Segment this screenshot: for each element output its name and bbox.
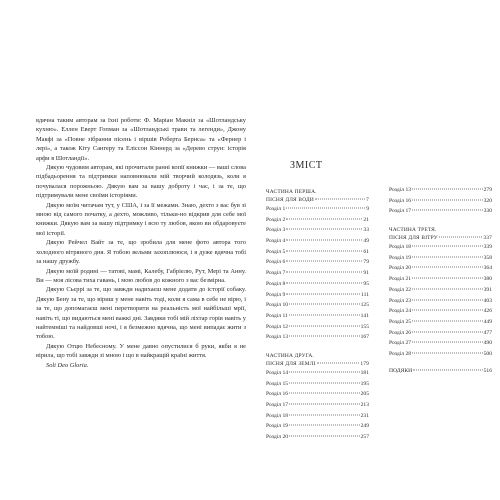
toc-entry[interactable]: [266, 421, 369, 432]
part-title: ЧАСТИНА ТРЕТЯ.: [389, 227, 437, 234]
leader-dots: [412, 246, 483, 247]
leader-dots: [439, 237, 483, 238]
leader-dots: [412, 256, 483, 257]
entry-label: Розділ 20: [389, 265, 412, 272]
toc-entry[interactable]: [266, 247, 369, 258]
toc-entry[interactable]: [389, 328, 492, 339]
entry-label: Розділ 28: [389, 350, 412, 357]
toc-entry[interactable]: [389, 296, 492, 307]
page-number: 79: [363, 259, 369, 266]
leader-dots: [289, 414, 360, 415]
page-number: 516: [483, 367, 492, 374]
page-number: 61: [363, 248, 369, 255]
paragraph: Дякую Сьєррі за те, що завжди надихаєш мене додати до історії собаку. Дякую Бену за те, що віриш у мене навіть тоді, коли я сама в себе не вірю, і за те, що допомагаєш мені перетворити на реальність мої найбільші мрії, навіть ті, що видаються мені важкі дні. Завдяки тобі мій ліхтар горів навіть у найтемніші та найдовші ночі, і я безмежно вдячна, що мені випадає жити з тобою.: [36, 286, 246, 341]
signature: Soli Deo Gloria.: [46, 361, 89, 369]
page-number: 125: [360, 302, 369, 309]
entry-label: Розділ 9: [266, 291, 286, 298]
entry-label: Розділ 3: [266, 227, 286, 234]
leader-dots: [412, 299, 483, 300]
entry-label: Розділ 26: [389, 329, 412, 336]
leader-dots: [317, 362, 360, 363]
leader-dots: [289, 336, 360, 337]
entry-label: Розділ 17: [266, 402, 289, 408]
acknowledgements-text: [36, 116, 246, 370]
page-number: 337: [483, 235, 492, 242]
leader-dots: [412, 352, 483, 353]
entry-label: Розділ 16: [266, 391, 289, 398]
leader-dots: [412, 267, 483, 268]
page-number: 477: [483, 329, 492, 336]
page-number: 179: [360, 360, 369, 367]
toc-entry[interactable]: [266, 389, 369, 400]
toc-entry-thanks[interactable]: [389, 366, 492, 377]
page-number: 279: [483, 187, 492, 193]
leader-dots: [286, 240, 362, 241]
part-title: ЧАСТИНА ДРУГА.: [266, 352, 314, 359]
entry-label: Розділ 25: [389, 318, 412, 325]
toc-entry[interactable]: [389, 185, 492, 196]
entry-label: Розділ 8: [266, 280, 286, 287]
paragraph: Дякую моїй родині — татові, мамі, Калебу, Габріелю, Рут, Мері та Анну. Ви — моя лісова тиха гавань, і мою любов до кожного з вас безмірна.: [36, 267, 246, 284]
entry-label: Розділ 19: [266, 423, 289, 430]
entry-label: Розділ 24: [389, 308, 412, 315]
page-number: 95: [363, 280, 369, 287]
entry-label: Розділ 21: [389, 276, 412, 283]
toc-entry[interactable]: [266, 290, 369, 301]
part-subtitle: ПІСНЯ ДЛЯ ЗЕМЛІ: [266, 360, 316, 367]
page-number: 339: [483, 244, 492, 251]
toc-entry[interactable]: [266, 225, 369, 236]
toc-part-3[interactable]: [389, 226, 492, 242]
entry-label: Розділ 20: [266, 434, 289, 441]
toc-entry[interactable]: [389, 263, 492, 274]
toc-entry[interactable]: [389, 285, 492, 296]
page-number: 330: [483, 208, 492, 215]
entry-label: Розділ 23: [389, 297, 412, 304]
entry-label: Розділ 11: [266, 312, 288, 319]
toc-entry[interactable]: [389, 196, 492, 207]
entry-label: Розділ 14: [266, 369, 289, 376]
entry-label: Розділ 1: [266, 206, 286, 212]
page-number: 49: [363, 238, 369, 245]
page-number: 7: [366, 197, 369, 203]
toc-entry[interactable]: [389, 253, 492, 264]
page-number: 195: [360, 380, 369, 387]
page-number: 9: [366, 206, 369, 212]
entry-label: Розділ 18: [266, 412, 289, 419]
page-number: 500: [483, 350, 492, 357]
leader-dots: [289, 393, 360, 394]
paragraph: вдячна таким авторам за їхні роботи: Ф. Маріан Макніл за «Шотландську кухню». Еллен Еверт Гопман за «Шотландські трави та легенди», Джону Макфі за «Повне зібрання пісень і віршів Роберта Бернса» та «Фернер і лері», а також Кіту Сангеру та Еліссон Кіннерд за «Дерево струн: історія арфи в Шотландії».: [36, 117, 246, 162]
page-number: 403: [483, 297, 492, 304]
leader-dots: [286, 261, 362, 262]
toc-entry[interactable]: [389, 306, 492, 317]
page-number: 155: [360, 323, 369, 330]
leader-dots: [286, 250, 362, 251]
toc-part-2[interactable]: [266, 352, 369, 368]
toc-entry[interactable]: [389, 317, 492, 328]
leader-dots: [412, 320, 483, 321]
leader-dots: [412, 278, 483, 279]
leader-dots: [289, 382, 360, 383]
page-number: 111: [361, 291, 369, 298]
toc-part-1[interactable]: [266, 188, 369, 204]
page-number: 320: [483, 197, 492, 204]
leader-dots: [286, 229, 362, 230]
toc-entry[interactable]: [266, 215, 369, 226]
toc-entry[interactable]: [266, 322, 369, 333]
leader-dots: [315, 199, 365, 200]
page-number: 21: [363, 216, 369, 223]
entry-label: Розділ 6: [266, 259, 286, 266]
entry-label: Розділ 22: [389, 286, 412, 293]
page-number: 380: [483, 276, 492, 283]
leader-dots: [289, 314, 360, 315]
page-number: 358: [483, 254, 492, 261]
leader-dots: [413, 369, 482, 370]
paragraph: Дякую Отцю Небесному. У мене давно опустилися б руки, якби я не вірила, що тобі завжди зі мною і що в найкращій країні життя.: [36, 342, 246, 360]
toc-entry[interactable]: [266, 257, 369, 268]
entry-label: Розділ 18: [389, 244, 412, 251]
page-number: 167: [360, 334, 369, 341]
toc-entry[interactable]: [266, 300, 369, 311]
paragraph: Дякую Рейчел Вайт за те, що зробила для мене фото автора того холодного вітряного дня. Я тобою вельми захоплююся, і я дуже вдячна тобі за нашу дружбу.: [36, 239, 246, 266]
leader-dots: [412, 189, 483, 190]
page-number: 213: [360, 402, 369, 408]
page-number: 141: [360, 312, 369, 319]
entry-label: Розділ 16: [389, 197, 412, 204]
part-title: ЧАСТИНА ПЕРША.: [266, 189, 317, 195]
toc-entry[interactable]: [266, 411, 369, 422]
page-number: 490: [483, 340, 492, 347]
entry-label: Розділ 19: [389, 254, 412, 261]
entry-label: Розділ 13: [389, 187, 412, 193]
toc-column-1: [266, 185, 369, 443]
page-number: 231: [360, 412, 369, 419]
paragraph: Дякую чудовим авторам, які прочитали ранні копії книжки — ваші слова підбадьорення та підтримки наповнювали мій творчий колодязь, коли я почувалася порожньою. Дякую вам за вашу доброту і час, і за те, що підтримували мене своїми історіями.: [36, 164, 246, 200]
toc-entry[interactable]: [266, 379, 369, 390]
entry-label: Розділ 7: [266, 270, 286, 277]
entry-label: Розділ 10: [266, 302, 289, 309]
leader-dots: [286, 293, 360, 294]
leader-dots: [289, 425, 360, 426]
toc-entry[interactable]: [389, 242, 492, 253]
toc-entry[interactable]: [266, 268, 369, 279]
leader-dots: [286, 272, 362, 273]
leader-dots: [286, 282, 362, 283]
toc-entry[interactable]: [389, 206, 492, 217]
toc-entry[interactable]: [266, 332, 369, 343]
toc-entry[interactable]: [266, 432, 369, 443]
entry-label: Розділ 27: [389, 340, 412, 347]
toc-column-2: [389, 185, 492, 376]
page-number: 257: [360, 434, 369, 441]
leader-dots: [289, 436, 360, 437]
page-number: 33: [363, 227, 369, 234]
toc-entry[interactable]: [266, 236, 369, 247]
toc-entry[interactable]: [389, 338, 492, 349]
leader-dots: [412, 310, 483, 311]
leader-dots: [412, 342, 483, 343]
entry-label: Розділ 13: [266, 334, 289, 341]
page-number: 391: [483, 286, 492, 293]
page-number: 205: [360, 391, 369, 398]
leader-dots: [286, 218, 362, 219]
leader-dots: [412, 288, 483, 289]
leader-dots: [412, 210, 483, 211]
leader-dots: [289, 325, 360, 326]
page-number: 426: [483, 308, 492, 315]
entry-label: ПОДЯКИ: [389, 367, 413, 374]
entry-label: Розділ 2: [266, 216, 286, 223]
page-number: 249: [360, 423, 369, 430]
page-number: 91: [363, 270, 369, 277]
leader-dots: [286, 208, 365, 209]
leader-dots: [289, 404, 360, 405]
paragraph: Дякую моїм читачам тут, у США, і за її межами. Знаю, дехто з вас був зі мною від самого початку, а дехто, можливо, тільки-но відкрив для себе мої книжки. Дякую вам за вашу підтримку і всю ту любов, якою ви обдаровуєте мої історії.: [36, 201, 246, 237]
toc-entry[interactable]: [266, 400, 369, 411]
entry-label: Розділ 4: [266, 238, 286, 245]
entry-label: Розділ 5: [266, 248, 286, 255]
toc-entry[interactable]: [266, 204, 369, 215]
leader-dots: [289, 371, 360, 372]
leader-dots: [289, 304, 360, 305]
entry-label: Розділ 15: [266, 380, 289, 387]
page-number: 181: [360, 369, 369, 376]
toc-entry[interactable]: [266, 279, 369, 290]
entry-label: Розділ 17: [389, 208, 412, 215]
part-subtitle: ПІСНЯ ДЛЯ ВІТРУ: [389, 235, 438, 242]
leader-dots: [412, 331, 483, 332]
toc-entry[interactable]: [266, 311, 369, 322]
toc-entry[interactable]: [389, 349, 492, 360]
page-number: 364: [483, 265, 492, 272]
toc-title: ЗМІСТ: [290, 160, 323, 171]
part-subtitle: ПІСНЯ ДЛЯ ВОДИ: [266, 197, 314, 203]
toc-entry[interactable]: [389, 274, 492, 285]
leader-dots: [412, 199, 483, 200]
page-number: 449: [483, 318, 492, 325]
entry-label: Розділ 12: [266, 323, 289, 330]
toc-entry[interactable]: [266, 368, 369, 379]
